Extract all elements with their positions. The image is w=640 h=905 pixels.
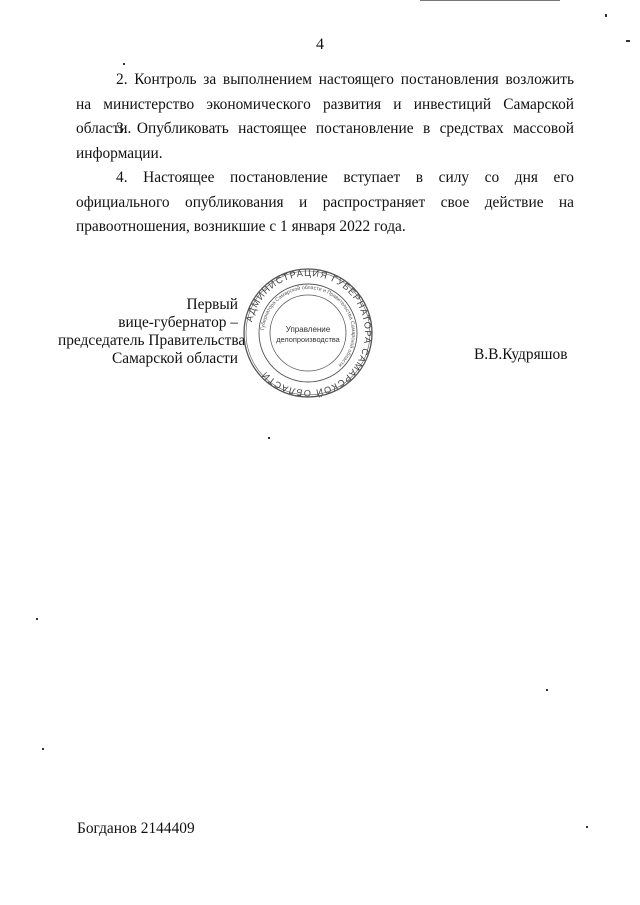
paragraph-3: 3. Опубликовать настоящее постановление в средствах массовой информации.	[76, 120, 574, 162]
position-line-4: Самарской области	[111, 350, 238, 367]
scan-speck	[42, 748, 44, 750]
seal-outer-text: АДМИНИСТРАЦИЯ ГУБЕРНАТОРА САМАРСКОЙ ОБЛАСТИ	[244, 268, 374, 398]
seal-center-line-2: делопроизводства	[276, 335, 340, 344]
seal-center-line-1: Управление	[285, 325, 331, 334]
scan-speck	[626, 40, 630, 42]
seal-inner-text: Губернатора Самарской области и Правительства Самарской области	[260, 284, 357, 368]
scan-speck	[268, 437, 270, 439]
scan-speck	[586, 826, 588, 828]
scan-edge-mark	[420, 0, 560, 1]
paragraph-2: 2. Контроль за выполнением настоящего постановления возложить на министерство экономического развития и инвестиций Самарской области.	[76, 71, 574, 137]
scan-speck	[546, 689, 548, 691]
signatory-name: В.В.Кудряшов	[474, 346, 568, 363]
official-seal	[240, 268, 376, 398]
paragraph-4: 4. Настоящее постановление вступает в силу со дня его официального опубликования и распространяет свое действие на правоотношения, возникшие с 1 января 2022 года.	[76, 169, 574, 235]
page-number: 4	[316, 36, 324, 53]
position-line-1: Первый	[186, 296, 238, 313]
position-line-2: вице-губернатор –	[118, 314, 238, 331]
signatory-position	[58, 296, 246, 368]
scan-speck	[605, 14, 607, 17]
position-line-3: председатель Правительства	[58, 332, 246, 349]
scan-speck	[36, 618, 38, 620]
scan-speck	[123, 63, 125, 65]
executor-contact: Богданов 2144409	[77, 820, 195, 837]
